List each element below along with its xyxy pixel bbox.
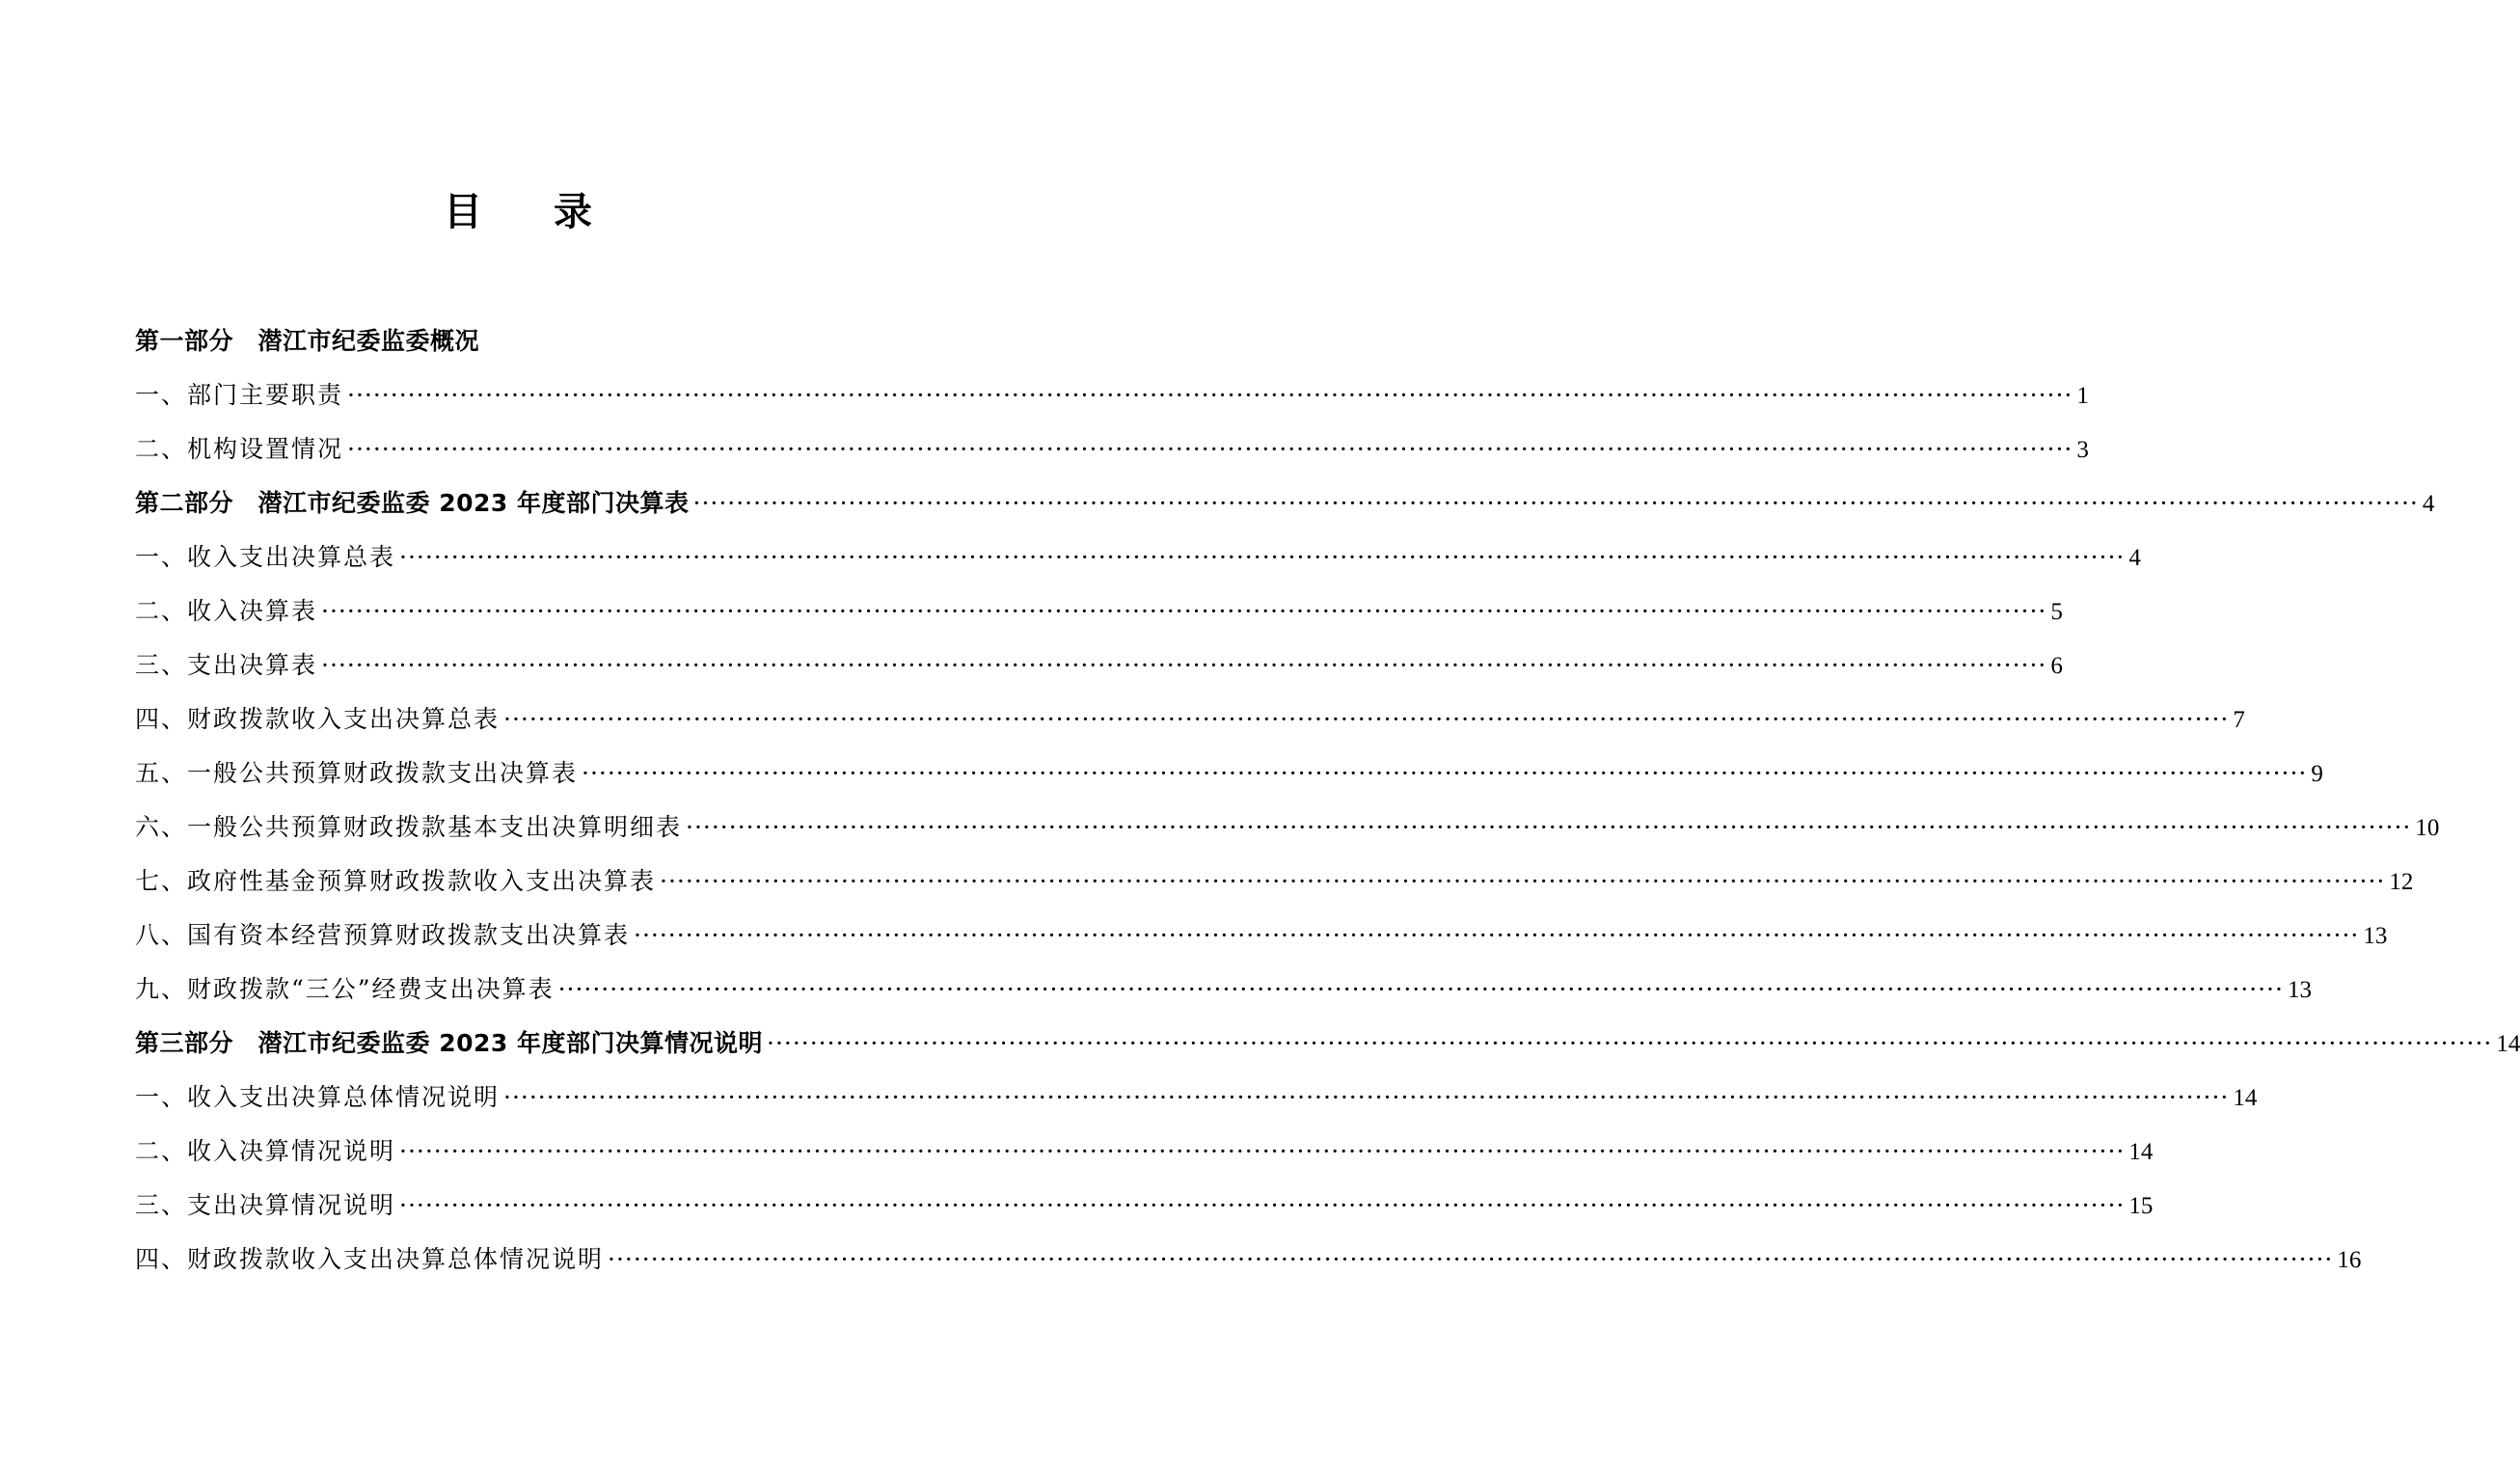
toc-entry-label: 六、一般公共预算财政拨款基本支出决算明细表 (135, 813, 683, 841)
toc-page-number: 12 (2389, 869, 2414, 895)
toc-dot-leader: ········································································································································································································ (399, 1137, 2126, 1165)
toc-dot-leader: ········································································································································································································ (582, 759, 2308, 787)
toc-entry[interactable] (135, 909, 2388, 963)
toc-part-heading[interactable] (135, 476, 2435, 530)
toc-page-number: 13 (2287, 977, 2312, 1003)
toc-entry-label: 第二部分 潜江市纪委监委 2023 年度部门决算表 (135, 489, 690, 517)
toc-entry[interactable] (135, 584, 2063, 638)
toc-dot-leader: ········································································································································································································ (399, 543, 2126, 571)
toc-entry[interactable] (135, 1125, 2154, 1179)
toc-page-number: 4 (2422, 491, 2435, 517)
toc-entry-label: 九、财政拨款“三公”经费支出决算表 (135, 975, 555, 1003)
toc-entry[interactable] (135, 747, 2323, 801)
toc-entry[interactable] (135, 1071, 2258, 1125)
toc-entry-label: 三、支出决算表 (135, 651, 318, 679)
toc-page-number: 13 (2363, 923, 2388, 949)
toc-dot-leader: ········································································································································································································ (634, 921, 2360, 949)
toc-entry[interactable] (135, 530, 2141, 584)
toc-dot-leader: ········································································································································································································ (321, 597, 2047, 625)
toc-entry-label: 七、政府性基金预算财政拨款收入支出决算表 (135, 867, 657, 895)
toc-entry[interactable] (135, 692, 2245, 747)
toc-dot-leader: ········································································································································································································ (608, 1245, 2334, 1273)
toc-entry-label: 四、财政拨款收入支出决算总体情况说明 (135, 1245, 605, 1273)
toc-entry-label: 第三部分 潜江市纪委监委 2023 年度部门决算情况说明 (135, 1029, 763, 1057)
toc-dot-leader: ········································································································································································································ (503, 705, 2230, 733)
toc-page-number: 5 (2050, 599, 2063, 625)
toc-entry-label: 二、收入决算情况说明 (135, 1137, 396, 1165)
toc-entry-label: 一、部门主要职责 (135, 381, 344, 409)
toc-dot-leader: ········································································································································································································ (321, 651, 2047, 679)
toc-dot-leader: ········································································································································································································ (503, 1083, 2230, 1111)
page-title: 目录 (444, 189, 664, 234)
table-of-contents (135, 314, 2520, 1287)
toc-entry-label: 五、一般公共预算财政拨款支出决算表 (135, 759, 579, 787)
toc-dot-leader: ········································································································································································································ (660, 867, 2386, 895)
toc-page-number: 6 (2050, 653, 2063, 679)
toc-page-number: 15 (2128, 1193, 2154, 1219)
toc-part-heading[interactable] (135, 314, 901, 368)
toc-page-number: 9 (2311, 761, 2323, 787)
toc-page-number: 16 (2337, 1247, 2362, 1273)
toc-page-number: 4 (2128, 545, 2141, 571)
toc-page-number: 14 (2128, 1139, 2154, 1165)
toc-entry-label: 二、机构设置情况 (135, 435, 344, 463)
toc-entry-label: 二、收入决算表 (135, 597, 318, 625)
toc-entry-label: 八、国有资本经营预算财政拨款支出决算表 (135, 921, 631, 949)
toc-entry[interactable] (135, 368, 2089, 422)
toc-dot-leader: ········································································································································································································ (767, 1029, 2493, 1057)
toc-entry[interactable] (135, 1179, 2154, 1233)
toc-dot-leader: ········································································································································································································ (347, 381, 2073, 409)
toc-entry-label: 三、支出决算情况说明 (135, 1191, 396, 1219)
toc-page-number: 1 (2076, 383, 2089, 409)
toc-dot-leader: ········································································································································································································ (557, 975, 2284, 1003)
toc-dot-leader: ········································································································································································································ (692, 489, 2419, 517)
toc-entry-label: 一、收入支出决算总表 (135, 543, 396, 571)
toc-dot-leader: ········································································································································································································ (399, 1191, 2126, 1219)
toc-entry-label: 四、财政拨款收入支出决算总表 (135, 705, 501, 733)
toc-entry[interactable] (135, 963, 2312, 1017)
toc-entry-label: 第一部分 潜江市纪委监委概况 (135, 327, 480, 355)
toc-page-number: 14 (2496, 1031, 2520, 1057)
toc-entry[interactable] (135, 855, 2414, 909)
toc-page-number: 10 (2415, 815, 2440, 841)
toc-entry[interactable] (135, 638, 2063, 692)
toc-page-number: 3 (2076, 437, 2089, 463)
toc-entry[interactable] (135, 801, 2440, 855)
toc-page-number: 7 (2233, 707, 2245, 733)
toc-dot-leader: ········································································································································································································ (686, 813, 2412, 841)
toc-entry-label: 一、收入支出决算总体情况说明 (135, 1083, 501, 1111)
toc-page-number: 14 (2233, 1085, 2258, 1111)
toc-entry[interactable] (135, 1233, 2362, 1287)
toc-part-heading[interactable] (135, 1017, 2520, 1071)
toc-entry[interactable] (135, 422, 2089, 476)
toc-dot-leader: ········································································································································································································ (347, 435, 2073, 463)
